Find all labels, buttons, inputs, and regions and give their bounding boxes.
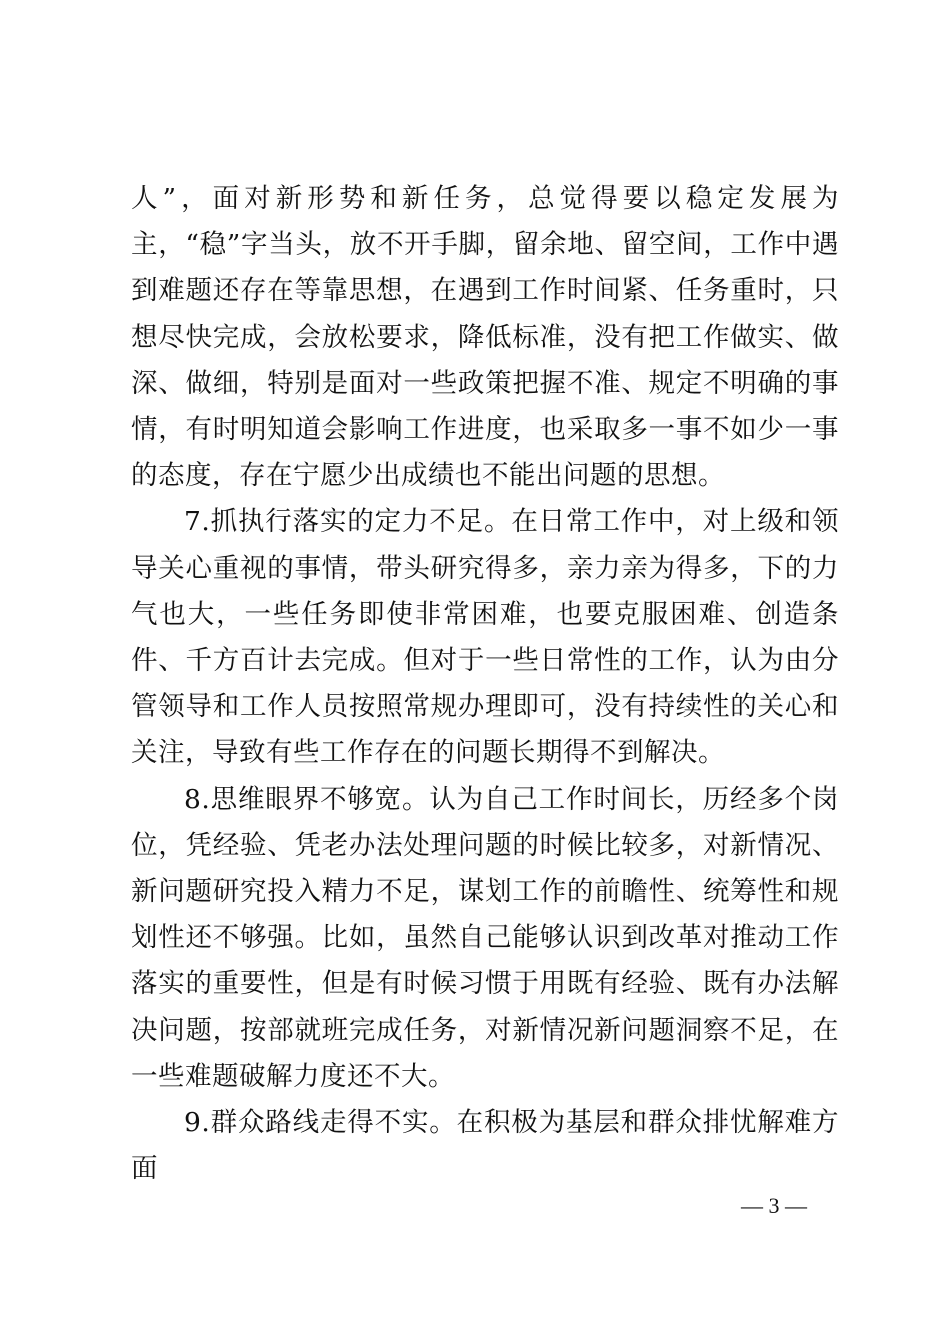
paragraph-text: 在日常工作中，对上级和领导关心重视的事情，带头研究得多，亲力亲为得多，下的力气也大，一些任务即使非常困难，也要克服困难、创造条件、千方百计去完成。但对于一些日常性的工作，认为由分管领导和工作人员按照常规办理即可，没有持续性的关心和关注，导致有些工作存在的问题长期得不到解决。 bbox=[131, 506, 839, 769]
paragraph-heading: 8.思维眼界不够宽。 bbox=[184, 783, 430, 815]
paragraph-item-8 bbox=[131, 777, 839, 1100]
document-body bbox=[131, 176, 839, 1192]
paragraph-continuation bbox=[131, 176, 839, 499]
paragraph-heading: 7.抓执行落实的定力不足。 bbox=[184, 506, 512, 538]
paragraph-text: 人”，面对新形势和新任务，总觉得要以稳定发展为主，“稳”字当头，放不开手脚，留余地、留空间，工作中遇到难题还存在等靠思想，在遇到工作时间紧、任务重时，只想尽快完成，会放松要求，降低标准，没有把工作做实、做深、做细，特别是面对一些政策把握不准、规定不明确的事情，有时明知道会影响工作进度，也采取多一事不如少一事的态度，存在宁愿少出成绩也不能出问题的思想。 bbox=[131, 183, 839, 492]
paragraph-heading: 9.群众路线走得不实。 bbox=[184, 1107, 457, 1139]
paragraph-item-7 bbox=[131, 499, 839, 776]
paragraph-text: 在积极为基层和群众排忧解难方面 bbox=[131, 1107, 839, 1185]
page-number: — 3 — bbox=[741, 1193, 807, 1218]
paragraph-text: 认为自己工作时间长，历经多个岗位，凭经验、凭老办法处理问题的时候比较多，对新情况、新问题研究投入精力不足，谋划工作的前瞻性、统筹性和规划性还不够强。比如，虽然自己能够认识到改革对推动工作落实的重要性，但是有时候习惯于用既有经验、既有办法解决问题，按部就班完成任务，对新情况新问题洞察不足，在一些难题破解力度还不大。 bbox=[131, 783, 840, 1092]
paragraph-item-9 bbox=[131, 1100, 839, 1192]
